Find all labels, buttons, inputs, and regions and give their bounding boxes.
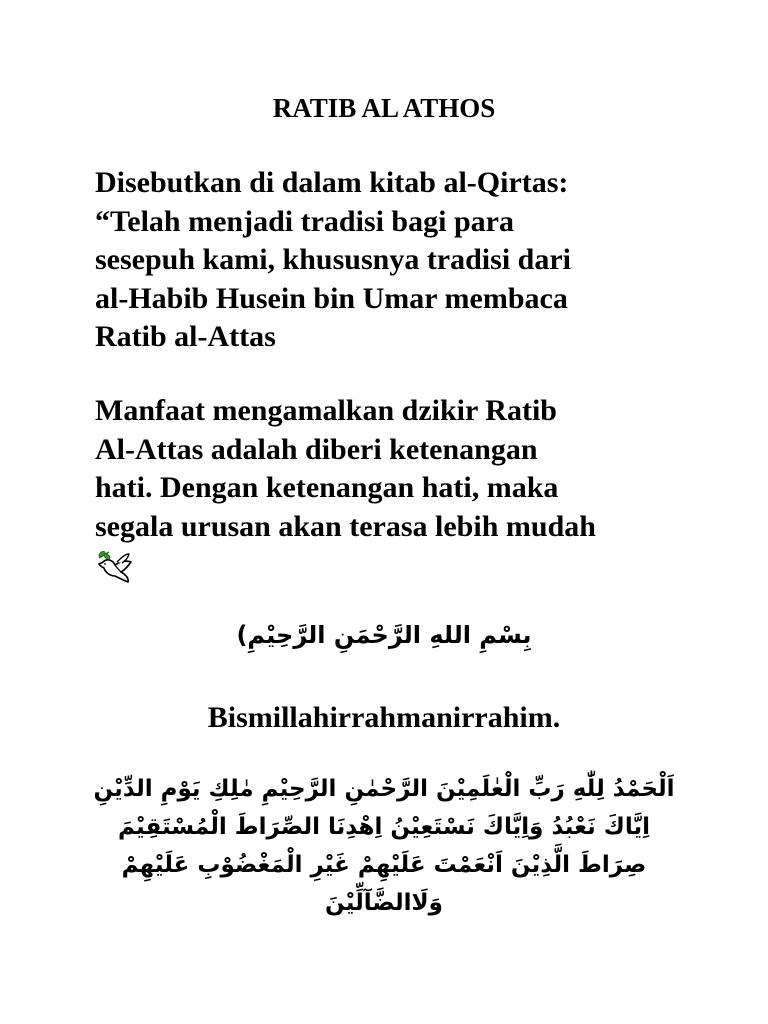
arabic-line: اِيَّاكَ نَعْبُدُ وَاِيَّاكَ نَسْتَعِيْنُ اِهْدِنَا الصِّرَاطَ الْمُسْتَقِيْمَ bbox=[118, 814, 650, 840]
bismillah-latin: Bismillahirrahmanirrahim. bbox=[207, 701, 561, 734]
paragraph-line: al-Habib Husein bin Umar membaca bbox=[95, 281, 568, 315]
paragraph-qirtas bbox=[95, 164, 735, 357]
paragraph-line: segala urusan akan terasa lebih mudah bbox=[95, 509, 596, 543]
paragraph-line: Manfaat mengamalkan dzikir Ratib bbox=[95, 394, 557, 427]
arabic-line: وَلَاالضَّآلِّيْنَ bbox=[325, 890, 443, 916]
arabic-line: صِرَاطَ الَّذِيْنَ اَنْعَمْتَ عَلَيْهِمْ غَيْرِ الْمَغْضُوْبِ عَلَيْهِمْ bbox=[121, 852, 647, 878]
paragraph-line: Ratib al-Attas bbox=[95, 320, 276, 353]
al-fatihah-arabic bbox=[60, 770, 708, 922]
paragraph-line: “Telah menjadi tradisi bagi para bbox=[95, 204, 514, 238]
document-title: RATIB AL ATHOS bbox=[272, 93, 496, 123]
paragraph-line: Al-Attas adalah diberi ketenangan bbox=[95, 432, 538, 466]
dove-with-olive-branch-icon bbox=[95, 548, 135, 584]
paragraph-manfaat bbox=[95, 392, 735, 546]
paragraph-line: hati. Dengan ketenangan hati, maka bbox=[95, 471, 559, 504]
arabic-line: اَلْحَمْدُ لِلّٰهِ رَبِّ الْعٰلَمِيْنَ الرَّحْمٰنِ الرَّحِيْمِ مٰلِكِ يَوْمِ الدِّيْنِ bbox=[93, 776, 675, 802]
paragraph-line: Disebutkan di dalam kitab al-Qirtas: bbox=[95, 166, 569, 199]
paragraph-line: sesepuh kami, khususnya tradisi dari bbox=[95, 243, 571, 276]
bismillah-arabic: بِسْمِ اللهِ الرَّحْمَنِ الرَّحِيْمِ) bbox=[236, 621, 532, 649]
